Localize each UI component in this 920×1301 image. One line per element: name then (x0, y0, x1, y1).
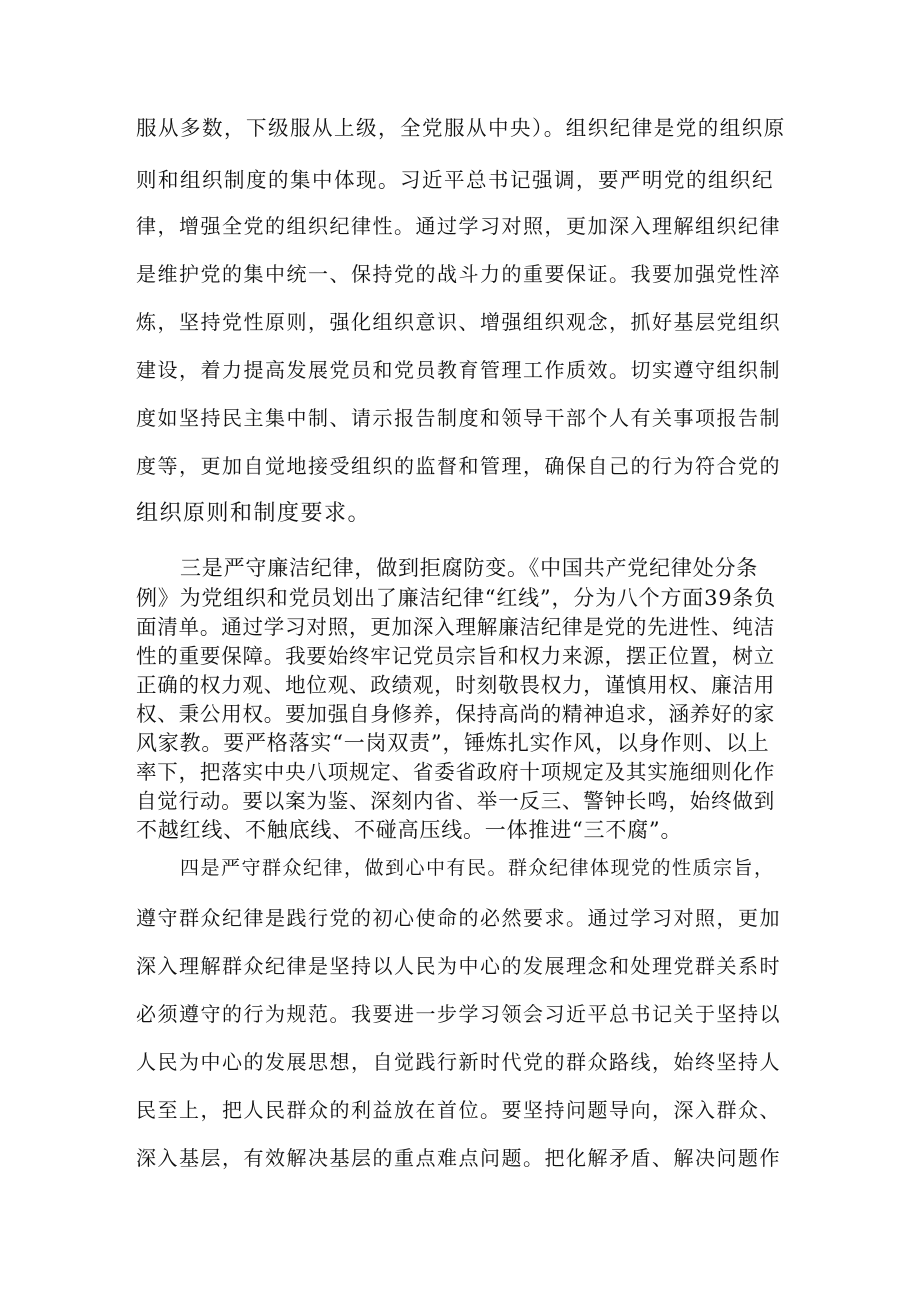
text-line: 炼，坚持党性原则，强化组织意识、增强组织观念，抓好基层党组织 (136, 310, 781, 334)
text-line: 四是严守群众纪律，做到心中有民。群众纪律体现党的性质宗旨， (180, 857, 775, 879)
text-line: 例》为党组织和党员划出了廉洁纪律“红线”，分为八个方面39条负 (136, 586, 776, 610)
text-line: 则和组织制度的集中体现。习近平总书记强调，要严明党的组织纪 (136, 168, 774, 192)
text-line: 律，增强全党的组织纪律性。通过学习对照，更加深入理解组织纪律 (136, 214, 781, 238)
text-line: 深入基层，有效解决基层的重点难点问题。把化解矛盾、解决问题作 (136, 1146, 781, 1170)
text-line: 组织原则和制度要求。 (136, 501, 372, 526)
text-line: 度如坚持民主集中制、请示报告制度和领导干部个人有关事项报告制 (136, 406, 781, 430)
text-line: 率下，把落实中央八项规定、省委省政府十项规定及其实施细则化作 (136, 760, 775, 784)
text-line: 性的重要保障。我要始终牢记党员宗旨和权力来源，摆正位置，树立 (136, 644, 775, 668)
text-line: 必须遵守的行为规范。我要进一步学习领会习近平总书记关于坚持以 (136, 1002, 781, 1026)
text-line: 遵守群众纪律是践行党的初心使命的必然要求。通过学习对照，更加 (136, 906, 781, 930)
text-line: 人民为中心的发展思想，自觉践行新时代党的群众路线，始终坚持人 (136, 1050, 781, 1074)
text-line: 不越红线、不触底线、不碰高压线。一体推进“三不腐”。 (136, 818, 683, 842)
text-line: 权、秉公用权。要加强自身修养，保持高尚的精神追求，涵养好的家 (136, 702, 775, 726)
text-line: 是维护党的集中统一、保持党的战斗力的重要保证。我要加强党性淬 (136, 262, 781, 286)
text-line: 面清单。通过学习对照，更加深入理解廉洁纪律是党的先进性、纯洁 (136, 615, 775, 639)
text-line: 深入理解群众纪律是坚持以人民为中心的发展理念和处理党群关系时 (136, 954, 781, 978)
text-line: 服从多数，下级服从上级，全党服从中央）。组织纪律是党的组织原 (136, 116, 786, 140)
text-line: 度等，更加自觉地接受组织的监督和管理，确保自己的行为符合党的 (136, 454, 781, 478)
text-line: 建设，着力提高发展党员和党员教育管理工作质效。切实遵守组织制 (136, 358, 781, 382)
text-line: 民至上，把人民群众的利益放在首位。要坚持问题导向，深入群众、 (136, 1098, 781, 1122)
text-line: 三是严守廉洁纪律，做到拒腐防变。《中国共产党纪律处分条 (180, 556, 759, 580)
text-line: 正确的权力观、地位观、政绩观，时刻敬畏权力，谨慎用权、廉洁用 (136, 673, 775, 697)
text-line: 风家教。要严格落实“一岗双责”，锤炼扎实作风，以身作则、以上 (136, 731, 770, 755)
text-line: 自觉行动。要以案为鉴、深刻内省、举一反三、警钟长鸣，始终做到 (136, 789, 775, 813)
